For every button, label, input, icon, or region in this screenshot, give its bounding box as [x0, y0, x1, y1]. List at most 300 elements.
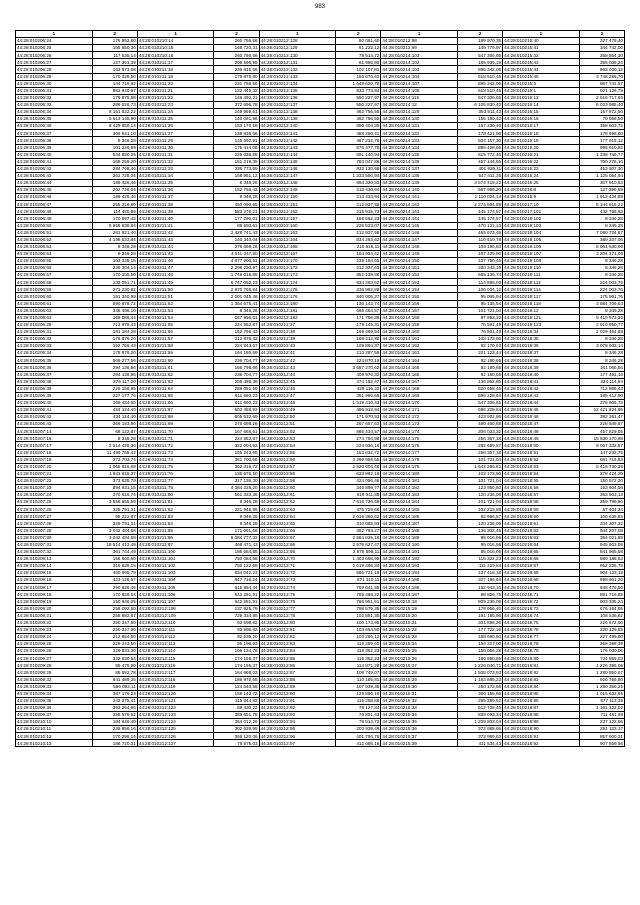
cadastral-number-cell: 44:28:010212:152 [259, 208, 336, 215]
cadastral-value-cell: 236 704,77 [214, 357, 259, 364]
cadastral-number-cell: 44:28:010211:58 [137, 343, 214, 350]
cadastral-value-cell: 258 576,52 [92, 712, 137, 719]
cadastral-number-cell: 44:28:010212:157 [259, 215, 336, 222]
cadastral-value-cell: 156 056,28 [458, 648, 503, 655]
cadastral-number-cell: 44:28:010212:55 [259, 449, 336, 456]
cadastral-value-cell: 325 791,31 [92, 506, 137, 513]
cadastral-value-cell: 885 434,57 [336, 428, 381, 435]
cadastral-value-cell: 345 899,77 [336, 485, 381, 492]
cadastral-value-cell: 424 056,46 [336, 477, 381, 484]
cadastral-value-cell: 176 952,80 [92, 38, 137, 45]
cadastral-value-cell: 2 875 598,11 [336, 548, 381, 555]
table-row [16, 151, 625, 158]
cadastral-value-cell: 1 333 590,94 [336, 172, 381, 179]
cadastral-number-cell: 44:28:010212:163 [259, 229, 336, 236]
cadastral-value-cell: 175 961,76 [579, 293, 624, 300]
cadastral-number-cell: 44:28:010218:84 [503, 683, 580, 690]
cadastral-value-cell: 852 139,98 [336, 272, 381, 279]
cadastral-number-cell: 44:28:010211:50 [137, 286, 214, 293]
cadastral-value-cell: 7 080 734,87 [579, 229, 624, 236]
cadastral-value-cell: 325 791,31 [92, 520, 137, 527]
cadastral-number-cell: 44:28:010214:155 [381, 293, 458, 300]
cadastral-number-cell: 44:28:010214:148 [381, 243, 458, 250]
cadastral-value-cell: 1 226 040,71 [458, 662, 503, 669]
cadastral-number-cell: 44:28:010211:74 [137, 456, 214, 463]
cadastral-value-cell: 167 230,48 [458, 123, 503, 130]
cadastral-value-cell: 1 280 356,25 [579, 683, 624, 690]
cadastral-value-cell: 155 650,30 [92, 45, 137, 52]
cadastral-number-cell: 44:28:010215:42 [503, 52, 580, 59]
cadastral-number-cell: 44:28:010214:170 [381, 399, 458, 406]
cadastral-value-cell: 2 298 230,97 [214, 265, 259, 272]
table-row [16, 172, 625, 179]
cadastral-value-cell: 353 264,66 [92, 704, 137, 711]
table-row [16, 633, 625, 640]
table-row [16, 215, 625, 222]
cadastral-number-cell: 44:28:010218:90 [503, 726, 580, 733]
cadastral-value-cell: 11 496 768,42 [92, 449, 137, 456]
cadastral-value-cell: 256 357,18 [458, 449, 503, 456]
cadastral-number-cell: 44:28:010207:31 [16, 541, 93, 548]
cadastral-number-cell: 44:28:010215:37 [381, 733, 458, 740]
cadastral-value-cell: 382 261,47 [579, 414, 624, 421]
table-row [16, 144, 625, 151]
cadastral-number-cell: 44:28:010214:158 [381, 314, 458, 321]
cadastral-value-cell: 327 196,64 [458, 577, 503, 584]
cadastral-number-cell: 44:28:010212:90 [259, 690, 336, 697]
cadastral-number-cell: 44:28:010212:78 [259, 612, 336, 619]
cadastral-value-cell: 3 574 418,22 [458, 179, 503, 186]
cadastral-number-cell: 44:28:010206:58 [16, 279, 93, 286]
cadastral-value-cell: 267 657,63 [336, 421, 381, 428]
cadastral-value-cell: 423 932,86 [458, 414, 503, 421]
cadastral-number-cell: 44:28:010207:24 [16, 492, 93, 499]
cadastral-value-cell: 80 061,60 [336, 38, 381, 45]
cadastral-value-cell: 189 426,46 [92, 194, 137, 201]
cadastral-value-cell: 861 716,85 [579, 591, 624, 598]
cadastral-number-cell: 44:28:010218:34 [503, 328, 580, 335]
cadastral-value-cell: 129 866,18 [336, 690, 381, 697]
cadastral-number-cell: 44:28:010209:24 [16, 633, 93, 640]
cadastral-value-cell: 1 183 895,22 [458, 676, 503, 683]
cadastral-number-cell: 44:28:010214:136 [381, 158, 458, 165]
cadastral-number-cell: 44:28:010216:22 [503, 158, 580, 165]
cadastral-number-cell: 44:28:010211:66 [137, 399, 214, 406]
cadastral-number-cell: 44:28:010218:87 [503, 704, 580, 711]
cadastral-value-cell: 945 603,59 [579, 541, 624, 548]
cadastral-number-cell: 44:28:010210:10 [16, 719, 93, 726]
cadastral-value-cell: 238 856,16 [92, 726, 137, 733]
cadastral-value-cell: 137 925,76 [214, 605, 259, 612]
cadastral-value-cell: 832 130,68 [336, 165, 381, 172]
cadastral-value-cell: 700 276,16 [579, 158, 624, 165]
cadastral-number-cell: 44:28:010212:98 [381, 38, 458, 45]
cadastral-value-cell: 330 243,19 [458, 265, 503, 272]
cadastral-number-cell: 44:28:010214:174 [381, 428, 458, 435]
cadastral-number-cell: 44:28:010210:12 [16, 733, 93, 740]
cadastral-value-cell: 127 395,59 [579, 187, 624, 194]
table-row [16, 555, 625, 562]
cadastral-number-cell: 44:28:010212:48 [259, 399, 336, 406]
cadastral-number-cell: 44:28:010207:17 [16, 442, 93, 449]
cadastral-value-cell: 153 170,58 [214, 123, 259, 130]
cadastral-value-cell: 163 873,68 [92, 66, 137, 73]
cadastral-value-cell: 567 969,20 [458, 187, 503, 194]
cadastral-number-cell: 44:28:010211:59 [137, 350, 214, 357]
cadastral-number-cell: 44:28:010218:70 [503, 584, 580, 591]
cadastral-number-cell: 44:28:010212:118 [137, 676, 214, 683]
cadastral-number-cell: 44:28:010206:43 [16, 172, 93, 179]
cadastral-value-cell: 18 514 413,49 [92, 541, 137, 548]
cadastral-value-cell: 168 720,31 [214, 45, 259, 52]
cadastral-number-cell: 44:28:010212:93 [259, 712, 336, 719]
cadastral-value-cell: 213 433,94 [336, 194, 381, 201]
cadastral-number-cell: 44:28:010214:196 [381, 584, 458, 591]
cadastral-value-cell: 3 042 484,58 [92, 527, 137, 534]
cadastral-value-cell: 152 756,43 [92, 343, 137, 350]
cadastral-value-cell: 373 989,63 [458, 733, 503, 740]
cadastral-value-cell: 115 322,23 [458, 555, 503, 562]
cadastral-value-cell: 712 866,43 [579, 385, 624, 392]
cadastral-number-cell: 44:28:010211:19 [137, 73, 214, 80]
cadastral-value-cell: 2 520 604,46 [336, 463, 381, 470]
cadastral-value-cell: 144 716,82 [92, 80, 137, 87]
cadastral-value-cell: 834 263,62 [336, 279, 381, 286]
cadastral-number-cell: 44:28:010215:19 [381, 605, 458, 612]
cadastral-value-cell: 750 084,58 [214, 555, 259, 562]
table-row [16, 662, 625, 669]
cadastral-value-cell: 450 090,65 [214, 201, 259, 208]
cadastral-value-cell: 8 346,28 [92, 243, 137, 250]
cadastral-number-cell: 44:28:010210:16 [137, 52, 214, 59]
cadastral-value-cell: 8 151 822,22 [92, 109, 137, 116]
cadastral-number-cell: 44:28:010218:12 [503, 307, 580, 314]
cadastral-number-cell: 44:28:010211:62 [137, 371, 214, 378]
table-row [16, 321, 625, 328]
cadastral-number-cell: 44:28:010206:49 [16, 215, 93, 222]
cadastral-value-cell: 353 503,13 [579, 492, 624, 499]
cadastral-value-cell: 292 689,57 [458, 442, 503, 449]
cadastral-value-cell: 95 475,90 [92, 662, 137, 669]
cadastral-number-cell: 44:28:010206:35 [16, 116, 93, 123]
cadastral-number-cell: 44:28:010218:104 [503, 229, 580, 236]
cadastral-number-cell: 44:28:010212:71 [259, 563, 336, 570]
cadastral-value-cell: 642 281,91 [214, 598, 259, 605]
cadastral-number-cell: 44:28:010206:31 [16, 87, 93, 94]
cadastral-number-cell: 44:28:010209:18 [16, 591, 93, 598]
cadastral-value-cell: 460 695,79 [92, 570, 137, 577]
cadastral-value-cell: 618 510,45 [458, 73, 503, 80]
cadastral-value-cell: 1 519 410,43 [336, 399, 381, 406]
cadastral-number-cell: 44:28:010218:72 [503, 598, 580, 605]
cadastral-value-cell: 92 180,66 [458, 371, 503, 378]
cadastral-number-cell: 44:28:010212:141 [259, 130, 336, 137]
cadastral-value-cell: 154 227,00 [458, 641, 503, 648]
cadastral-value-cell: 168 134,76 [214, 648, 259, 655]
cadastral-value-cell: 8 429 959,14 [92, 123, 137, 130]
cadastral-value-cell: 8 346,28 [579, 222, 624, 229]
table-row [16, 719, 625, 726]
cadastral-value-cell: 168 412,80 [336, 336, 381, 343]
cadastral-value-cell: 176 030,06 [579, 648, 624, 655]
cadastral-value-cell: 289 526,73 [92, 101, 137, 108]
cadastral-value-cell: 468 471,43 [214, 541, 259, 548]
cadastral-number-cell: 44:28:010218:50 [503, 442, 580, 449]
cadastral-value-cell: 432 768,63 [579, 208, 624, 215]
cadastral-number-cell: 44:28:010206:30 [16, 80, 93, 87]
cadastral-number-cell: 44:28:010212:176 [259, 293, 336, 300]
table-row [16, 499, 625, 506]
cadastral-number-cell: 44:28:010218:57 [503, 492, 580, 499]
cadastral-number-cell: 44:28:010209:32 [16, 676, 93, 683]
cadastral-value-cell: 585 721,19 [336, 570, 381, 577]
cadastral-value-cell: 110 619,78 [458, 236, 503, 243]
cadastral-number-cell: 44:28:010212:74 [259, 584, 336, 591]
cadastral-value-cell: 168 086,44 [92, 314, 137, 321]
cadastral-number-cell: 44:28:010207:14 [16, 428, 93, 435]
cadastral-value-cell: 4 198 533,84 [92, 236, 137, 243]
cadastral-value-cell: 8 346,28 [214, 179, 259, 186]
cadastral-value-cell: 203 939,49 [336, 726, 381, 733]
cadastral-number-cell: 44:28:010218:39 [503, 364, 580, 371]
cadastral-number-cell: 44:28:010214:164 [381, 357, 458, 364]
cadastral-value-cell: 3 204 371,06 [579, 250, 624, 257]
cadastral-value-cell: 359 798,60 [579, 499, 624, 506]
cadastral-value-cell: 387 176,23 [92, 690, 137, 697]
cadastral-value-cell: 290 628,46 [92, 584, 137, 591]
cadastral-value-cell: 899 428,65 [458, 144, 503, 151]
cadastral-value-cell: 8 346,28 [579, 350, 624, 357]
cadastral-value-cell: 1 505 073,93 [458, 669, 503, 676]
cadastral-number-cell: 44:28:010207:23 [16, 485, 93, 492]
cadastral-value-cell: 5 961 630,96 [579, 243, 624, 250]
table-row [16, 534, 625, 541]
cadastral-value-cell: 590 676,72 [92, 300, 137, 307]
cadastral-number-cell: 44:28:010218:66 [503, 555, 580, 562]
table-row [16, 690, 625, 697]
cadastral-number-cell: 44:28:010211:72 [137, 442, 214, 449]
cadastral-number-cell: 44:28:010214:165 [381, 364, 458, 371]
cadastral-number-cell: 44:28:010212:164 [259, 236, 336, 243]
cadastral-value-cell: 102 107,81 [336, 66, 381, 73]
cadastral-number-cell: 44:28:010218:91 [503, 733, 580, 740]
cadastral-value-cell: 602 458,92 [214, 406, 259, 413]
cadastral-value-cell: 302 639,95 [214, 726, 259, 733]
cadastral-value-cell: 208 596,95 [214, 59, 259, 66]
cadastral-number-cell: 44:28:010216:8 [503, 187, 580, 194]
table-row [16, 52, 625, 59]
cadastral-number-cell: 44:28:010218:92 [503, 740, 580, 747]
cadastral-value-cell: 486 912,94 [336, 406, 381, 413]
cadastral-number-cell: 44:28:010211:26 [137, 123, 214, 130]
cadastral-value-cell: 368 388,39 [579, 641, 624, 648]
cadastral-value-cell: 465 673,49 [458, 229, 503, 236]
cadastral-number-cell: 44:28:010218:41 [503, 378, 580, 385]
cadastral-value-cell: 462 756,55 [336, 109, 381, 116]
cadastral-value-cell: 294 136,86 [92, 364, 137, 371]
cadastral-value-cell: 95 016,96 [458, 534, 503, 541]
cadastral-value-cell: 355 035,24 [579, 59, 624, 66]
cadastral-number-cell: 44:28:010206:39 [16, 144, 93, 151]
cadastral-value-cell: 226 572,60 [579, 619, 624, 626]
cadastral-number-cell: 44:28:010218:44 [503, 399, 580, 406]
table-row [16, 222, 625, 229]
table-row [16, 406, 625, 413]
cadastral-number-cell: 44:28:010209:34 [16, 690, 93, 697]
cadastral-number-cell: 44:28:010211:75 [137, 463, 214, 470]
cadastral-number-cell: 44:28:010214:156 [381, 300, 458, 307]
cadastral-value-cell: 95 196,93 [214, 641, 259, 648]
cadastral-number-cell: 44:28:010215:5 [503, 80, 580, 87]
cadastral-number-cell: 44:28:010216:16 [503, 116, 580, 123]
table-row [16, 314, 625, 321]
table-row [16, 194, 625, 201]
cadastral-value-cell: 8 346,28 [579, 336, 624, 343]
cadastral-value-cell: 181 340,99 [92, 293, 137, 300]
cadastral-value-cell: 2 514 436,36 [92, 442, 137, 449]
cadastral-number-cell: 44:28:010216:18 [503, 130, 580, 137]
cadastral-number-cell: 44:28:010218:61 [503, 520, 580, 527]
cadastral-value-cell: 169 469,54 [336, 328, 381, 335]
cadastral-value-cell: 242 375,41 [92, 697, 137, 704]
cadastral-number-cell: 44:28:010218:105 [503, 236, 580, 243]
cadastral-number-cell: 44:28:010212:114 [137, 648, 214, 655]
cadastral-number-cell: 44:28:010206:34 [16, 109, 93, 116]
table-row [16, 477, 625, 484]
cadastral-value-cell: 361 700,66 [214, 456, 259, 463]
cadastral-value-cell: 239 304,14 [92, 265, 137, 272]
cadastral-number-cell: 44:28:010211:24 [137, 109, 214, 116]
cadastral-value-cell: 153 604,58 [579, 485, 624, 492]
cadastral-number-cell: 44:28:010211:48 [137, 272, 214, 279]
cadastral-value-cell: 358 603,72 [579, 123, 624, 130]
cadastral-value-cell: 107 750,46 [458, 258, 503, 265]
cadastral-number-cell: 44:28:010206:40 [16, 151, 93, 158]
cadastral-value-cell: 903 335,24 [579, 598, 624, 605]
cadastral-value-cell: 109 196,83 [458, 243, 503, 250]
cadastral-number-cell: 44:28:010211:61 [137, 364, 214, 371]
cadastral-number-cell: 44:28:010216:14 [503, 101, 580, 108]
cadastral-value-cell: 306 023,32 [458, 428, 503, 435]
table-row [16, 201, 625, 208]
cadastral-number-cell: 44:28:010211:85 [137, 527, 214, 534]
cadastral-value-cell: 78 127,84 [336, 704, 381, 711]
cadastral-value-cell: 57 404,34 [579, 506, 624, 513]
cadastral-number-cell: 44:28:010218:47 [503, 421, 580, 428]
cadastral-value-cell: 255 316,80 [92, 201, 137, 208]
cadastral-value-cell: 249 959,61 [214, 109, 259, 116]
cadastral-value-cell: 15 930 170,98 [579, 435, 624, 442]
cadastral-number-cell: 44:28:010218:59 [503, 506, 580, 513]
cadastral-value-cell: 307 910,53 [579, 179, 624, 186]
cadastral-number-cell: 44:28:010214:175 [381, 435, 458, 442]
cadastral-value-cell: 615 772,46 [458, 151, 503, 158]
cadastral-number-cell: 44:28:010212:45 [259, 378, 336, 385]
cadastral-value-cell: 834 263,62 [336, 236, 381, 243]
cadastral-value-cell: 120 236,09 [458, 520, 503, 527]
cadastral-number-cell: 44:28:010212:89 [259, 683, 336, 690]
cadastral-value-cell: 848 475,50 [579, 584, 624, 591]
cadastral-number-cell: 44:28:010218:42 [503, 385, 580, 392]
table-row [16, 520, 625, 527]
cadastral-value-cell: 676 477,79 [336, 144, 381, 151]
cadastral-value-cell: 8 346,28 [92, 435, 137, 442]
cadastral-value-cell: 5 513 145,90 [92, 116, 137, 123]
cadastral-number-cell: 44:28:010214:173 [381, 421, 458, 428]
cadastral-value-cell: 79 956,50 [579, 116, 624, 123]
cadastral-number-cell: 44:28:010211:81 [137, 499, 214, 506]
cadastral-value-cell: 336 773,55 [214, 165, 259, 172]
cadastral-number-cell: 44:28:010211:86 [137, 534, 214, 541]
cadastral-number-cell: 44:28:010212:135 [259, 87, 336, 94]
table-row [16, 94, 625, 101]
table-row [16, 116, 625, 123]
cadastral-value-cell: 93 598,82 [214, 626, 259, 633]
column-header-code: 1 [16, 31, 93, 38]
cadastral-value-cell: 434 124,40 [92, 414, 137, 421]
cadastral-value-cell: 1 110 024,14 [458, 194, 503, 201]
cadastral-value-cell: 161 219,35 [214, 158, 259, 165]
cadastral-value-cell: 1 161 322,02 [579, 704, 624, 711]
cadastral-value-cell: 224 870,19 [336, 357, 381, 364]
cadastral-number-cell: 44:28:010211:23 [137, 101, 214, 108]
cadastral-number-cell: 44:28:010214:193 [381, 563, 458, 570]
cadastral-number-cell: 44:28:010209:29 [16, 669, 93, 676]
cadastral-number-cell: 44:28:010212:37 [259, 321, 336, 328]
cadastral-number-cell: 44:28:010214:129 [381, 109, 458, 116]
table-row [16, 421, 625, 428]
cadastral-value-cell: 867 741,57 [579, 80, 624, 87]
table-row [16, 208, 625, 215]
cadastral-number-cell: 44:28:010210:14 [137, 38, 214, 45]
cadastral-number-cell: 44:28:010214:171 [381, 406, 458, 413]
cadastral-value-cell: 228 849,87 [579, 421, 624, 428]
cadastral-number-cell: 44:28:010212:81 [259, 626, 336, 633]
cadastral-number-cell: 44:28:010206:35 [16, 357, 93, 364]
cadastral-value-cell: 185 412,90 [579, 392, 624, 399]
cadastral-number-cell: 44:28:010211:33 [137, 165, 214, 172]
cadastral-number-cell: 44:28:010209:14 [16, 563, 93, 570]
cadastral-number-cell: 44:28:010214:135 [381, 151, 458, 158]
cadastral-value-cell: 550 227,97 [336, 94, 381, 101]
cadastral-number-cell: 44:28:010211:20 [137, 80, 214, 87]
cadastral-number-cell: 44:28:010218:54 [503, 470, 580, 477]
cadastral-number-cell: 44:28:010217:101 [503, 208, 580, 215]
table-row [16, 598, 625, 605]
cadastral-value-cell: 92 986,57 [458, 513, 503, 520]
cadastral-number-cell: 44:28:010214:186 [381, 513, 458, 520]
cadastral-value-cell: 92 170,63 [458, 343, 503, 350]
cadastral-number-cell: 44:28:010218:38 [503, 357, 580, 364]
cadastral-number-cell: 44:28:010211:41 [137, 222, 214, 229]
cadastral-number-cell: 44:28:010209:27 [16, 655, 93, 662]
cadastral-value-cell: 156 676,62 [336, 73, 381, 80]
cadastral-value-cell: 164 934,42 [336, 250, 381, 257]
cadastral-number-cell: 44:28:010214:160 [381, 328, 458, 335]
table-row [16, 272, 625, 279]
cadastral-value-cell: 229 243,50 [92, 641, 137, 648]
cadastral-number-cell: 44:28:010212:75 [259, 591, 336, 598]
cadastral-value-cell: 108 749,07 [336, 669, 381, 676]
cadastral-number-cell: 44:28:010212:126 [137, 733, 214, 740]
cadastral-value-cell: 278 424,20 [579, 470, 624, 477]
cadastral-value-cell: 6 084 777,32 [214, 534, 259, 541]
cadastral-number-cell: 44:28:010212:64 [259, 513, 336, 520]
cadastral-number-cell: 44:28:010218:63 [503, 534, 580, 541]
cadastral-value-table [15, 30, 625, 747]
cadastral-number-cell: 44:28:010206:56 [16, 265, 93, 272]
cadastral-value-cell: 150 646,05 [92, 598, 137, 605]
